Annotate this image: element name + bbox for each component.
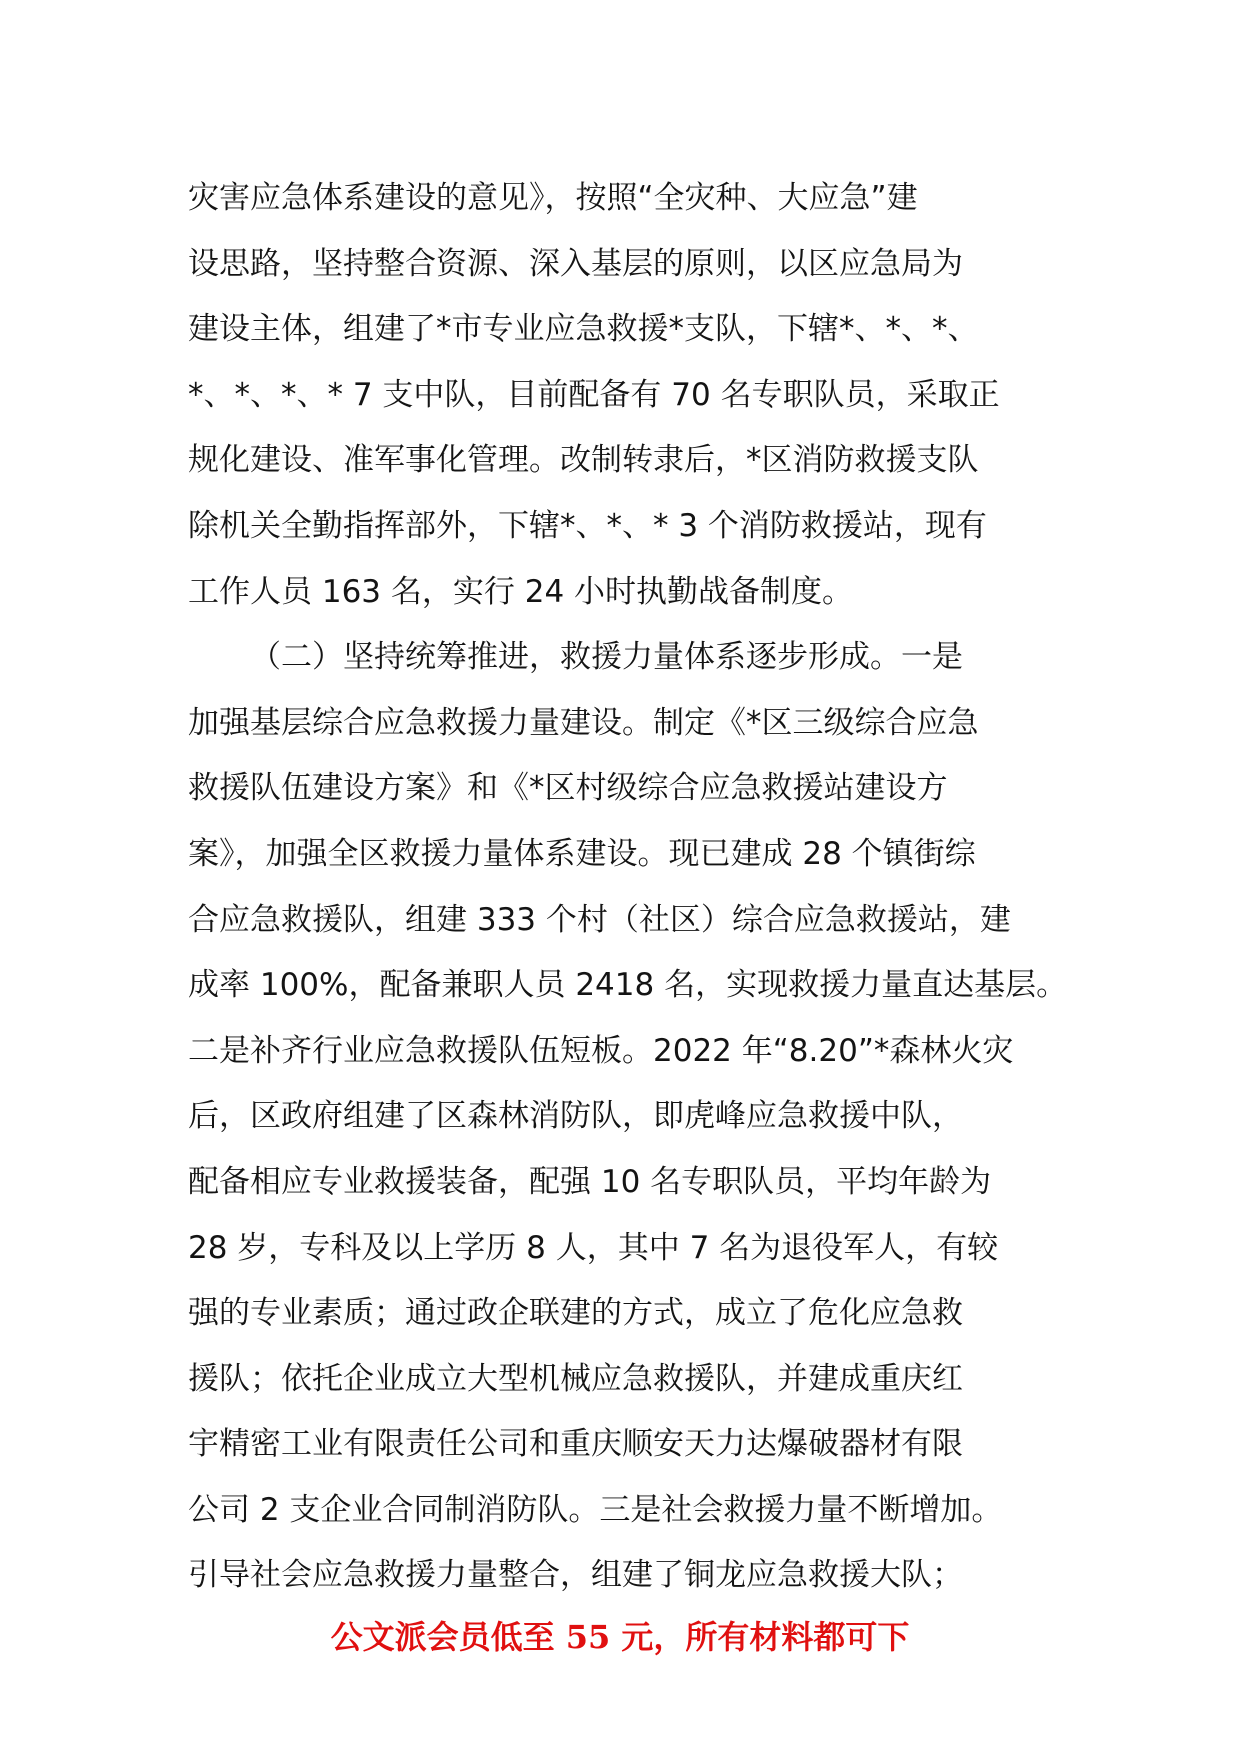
text-line: 引导社会应急救援力量整合，组建了铜龙应急救援大队； bbox=[188, 1557, 963, 1594]
text-line: 28 岁，专科及以上学历 8 人，其中 7 名为退役军人，有较 bbox=[188, 1229, 999, 1266]
text-line: 合应急救援队，组建 333 个村（社区）综合应急救援站，建 bbox=[188, 901, 1011, 938]
text-line: 强的专业素质；通过政企联建的方式，成立了危化应急救 bbox=[188, 1295, 963, 1332]
text-line: 成率 100%，配备兼职人员 2418 名，实现救援力量直达基层。 bbox=[188, 967, 1068, 1004]
text-line: 援队；依托企业成立大型机械应急救援队，并建成重庆红 bbox=[188, 1360, 963, 1397]
text-line: 建设主体，组建了*市专业应急救援*支队，下辖*、*、*、 bbox=[188, 311, 979, 348]
text-line: 加强基层综合应急救援力量建设。制定《*区三级综合应急 bbox=[188, 704, 979, 741]
text-line: 配备相应专业救援装备，配强 10 名专职队员，平均年龄为 bbox=[188, 1163, 992, 1200]
text-line: 工作人员 163 名，实行 24 小时执勤战备制度。 bbox=[188, 573, 854, 610]
text-line: *、*、*、* 7 支中队，目前配备有 70 名专职队员，采取正 bbox=[188, 376, 1000, 413]
text-line: 案》，加强全区救援力量体系建设。现已建成 28 个镇街综 bbox=[188, 835, 976, 872]
section-heading-line: （二）坚持统筹推进，救援力量体系逐步形成。一是 bbox=[250, 639, 963, 676]
text-line: 设思路，坚持整合资源、深入基层的原则，以区应急局为 bbox=[188, 245, 963, 282]
text-line: 公司 2 支企业合同制消防队。三是社会救援力量不断增加。 bbox=[188, 1491, 1003, 1528]
text-line: 除机关全勤指挥部外，下辖*、*、* 3 个消防救援站，现有 bbox=[188, 507, 987, 544]
text-line: 灾害应急体系建设的意见》，按照“全灾种、大应急”建 bbox=[188, 180, 918, 216]
text-line: 宇精密工业有限责任公司和重庆顺安天力达爆破器材有限 bbox=[188, 1426, 963, 1463]
text-line: 二是补齐行业应急救援队伍短板。2022 年“8.20”*森林火灾 bbox=[188, 1032, 1014, 1069]
promo-footer: 公文派会员低至 55 元，所有材料都可下 bbox=[330, 1618, 910, 1656]
text-line: 救援队伍建设方案》和《*区村级综合应急救援站建设方 bbox=[188, 770, 948, 807]
text-line: 规化建设、准军事化管理。改制转隶后，*区消防救援支队 bbox=[188, 442, 979, 479]
text-line: 后，区政府组建了区森林消防队，即虎峰应急救援中队， bbox=[188, 1098, 963, 1135]
body-text bbox=[188, 166, 1068, 1609]
